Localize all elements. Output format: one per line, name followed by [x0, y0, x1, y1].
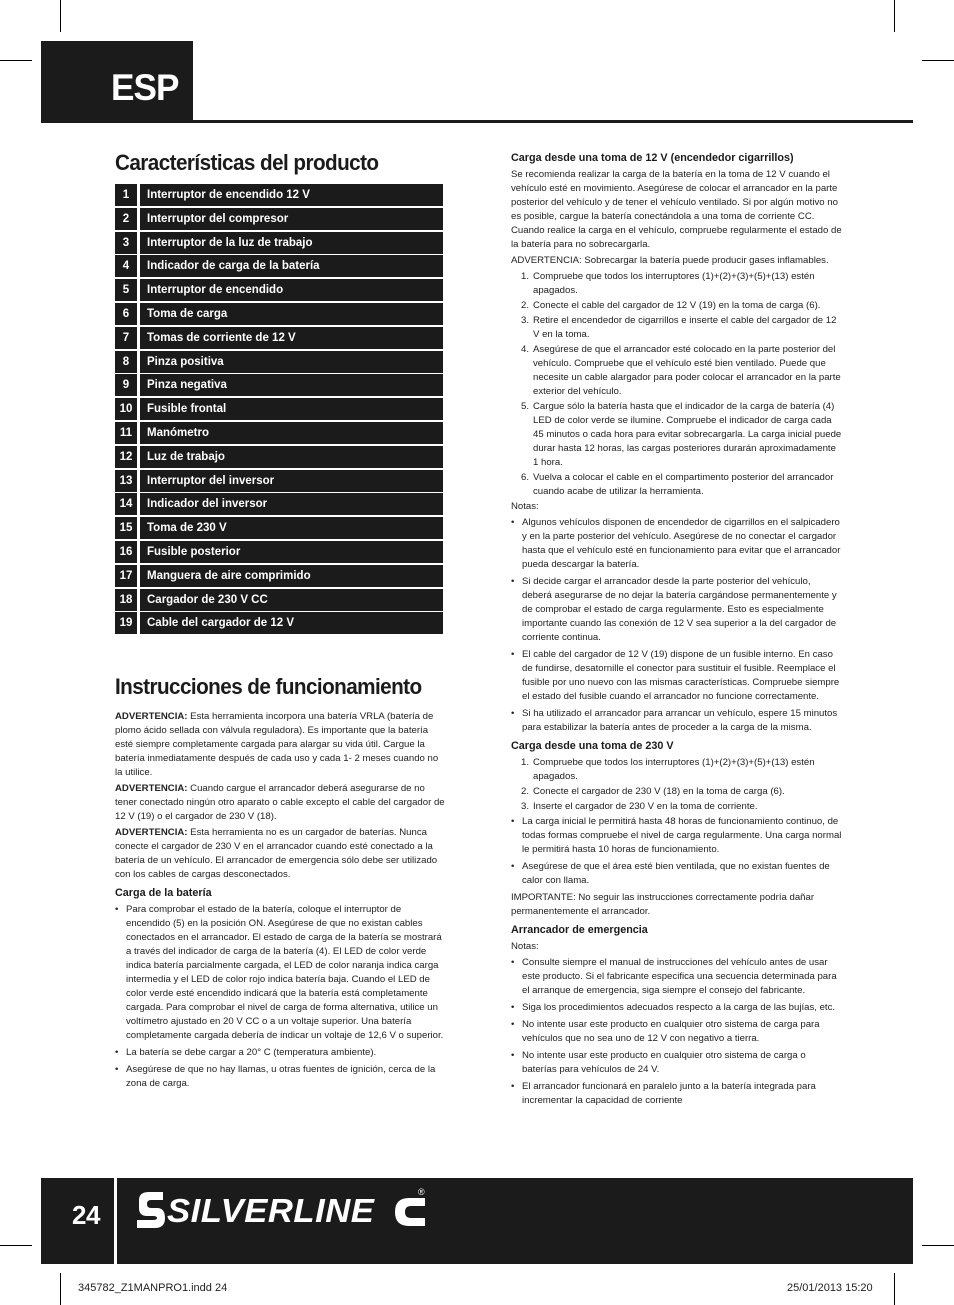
bullet-item: • El cable del cargador de 12 V (19) dispone de un fusible interno. En caso de fundirse, desatornille el conector para sustituir el fusible. Reemplace el fusible por uno nuevo con las mismas características. Compruebe siempre el estado del fusible cuando el arrancador no funcione correctamente. — [511, 648, 843, 704]
feature-row — [115, 493, 443, 515]
operation-title: Instrucciones de funcionamiento — [115, 674, 422, 700]
brand-wordmark: SILVERLINE — [167, 1192, 375, 1229]
feature-label: Luz de trabajo — [140, 446, 443, 468]
warning-label: ADVERTENCIA: — [115, 827, 188, 839]
car12-warning: ADVERTENCIA: Sobrecargar la batería puede producir gases inflamables. — [511, 255, 829, 266]
step-number: 3. — [521, 801, 530, 812]
feature-label: Toma de carga — [140, 303, 443, 325]
step-number: 1. — [521, 757, 530, 768]
feature-number: 7 — [115, 327, 137, 349]
c230-heading: Carga desde una toma de 230 V — [511, 740, 674, 752]
warning-paragraph — [115, 710, 445, 780]
step-item — [511, 471, 843, 499]
step-text: Cargue sólo la batería hasta que el indicador de la carga de batería (4) LED de color verde se ilumine. Compruebe el indicador de carga cada 45 minutos o cada hora para evitar sobrecargarla. La carga inicial puede durar hasta 12 horas, las cargas posteriores durarán aproximadamente 1 hora. — [533, 401, 842, 468]
step-number: 1. — [521, 271, 530, 282]
feature-label: Manómetro — [140, 422, 443, 444]
step-item — [511, 343, 843, 399]
language-code: ESP — [111, 67, 179, 108]
c230-bullets — [511, 815, 843, 888]
bullet-item: • Asegúrese de que no hay llamas, u otras fuentes de ignición, cerca de la zona de carga. — [115, 1063, 445, 1091]
step-text: Asegúrese de que el arrancador esté colocado en la parte posterior del vehículo. Compruebe que el vehículo esté bien ventilado. Puede que necesite un cable alargador para poder colocar el arrancador en la parte exterior del vehículo. — [533, 344, 841, 397]
step-item — [511, 314, 843, 342]
step-text: Conecte el cable del cargador de 12 V (19) en la toma de carga (6). — [533, 300, 821, 311]
footer-divider — [114, 1178, 117, 1264]
feature-number: 14 — [115, 493, 137, 515]
feature-label: Interruptor de encendido — [140, 279, 443, 301]
step-item — [511, 400, 843, 470]
step-text: Conecte el cargador de 230 V (18) en la toma de carga (6). — [533, 786, 785, 797]
feature-number: 5 — [115, 279, 137, 301]
header-rule — [193, 120, 913, 123]
step-number: 2. — [521, 786, 530, 797]
feature-row — [115, 184, 443, 206]
bullet-item: • Si decide cargar el arrancador desde la parte posterior del vehículo, deberá asegurarse de no dejar la batería cargándose permanentemente y de comprobar el estado de carga regularmente. Esto es especialmente importante cuando las conexión de 12 V sea superior a la del cargador de corriente continua. — [511, 575, 843, 645]
feature-label: Tomas de corriente de 12 V — [140, 327, 443, 349]
important-note: IMPORTANTE: No seguir las instrucciones correctamente podría dañar permanentemente el arrancador. — [511, 892, 815, 917]
step-text: Compruebe que todos los interruptores (1)+(2)+(3)+(5)+(13) estén apagados. — [533, 271, 815, 296]
step-text: Inserte el cargador de 230 V en la toma de corriente. — [533, 801, 758, 812]
step-item — [511, 299, 843, 313]
warning-label: ADVERTENCIA: — [115, 783, 188, 795]
feature-row — [115, 255, 443, 277]
feature-row — [115, 279, 443, 301]
step-number: 2. — [521, 300, 530, 311]
step-item — [511, 270, 843, 298]
feature-number: 2 — [115, 208, 137, 230]
feature-label: Cargador de 230 V CC — [140, 589, 443, 611]
feature-label: Manguera de aire comprimido — [140, 565, 443, 587]
charging-bullets — [115, 903, 445, 1091]
features-title: Características del producto — [115, 150, 379, 175]
brand-logo-c-icon — [395, 1198, 425, 1226]
bullet-item: • Para comprobar el estado de la batería, coloque el interruptor de encendido (5) en la posición ON. Asegúrese de que no existan cables conectados en el arrancador. El estado de carga de la batería se mostrará a través del indicador de carga de la batería (4). El LED de color verde indica batería parcialmente cargada, el LED de color naranja indica carga intermedia y el LED de color rojo indica batería baja. Cuando el LED de color verde esté encendido indicará que la batería está completamente cargada. Para comprobar el nivel de carga de forma alternativa, utilice un voltímetro ajustado en 20 V CC o a un voltaje superior. Una batería completamente cargada debería de indicar un voltaje de 12,6 V o superior. — [115, 903, 445, 1043]
warning-text: Esta herramienta no es un cargador de baterías. Nunca conecte el cargador de 230 V en el arrancador cuando esté conectado a la batería de un vehículo. El arrancador de emergencia sólo debe ser utilizado con los cables de cargas desconectados. — [115, 827, 438, 881]
file-slug: 345782_Z1MANPRO1.indd 24 — [78, 1282, 228, 1294]
jump-bullets — [511, 956, 843, 1108]
language-tab — [41, 41, 193, 123]
bullet-item: • Si ha utilizado el arrancador para arrancar un vehículo, espere 15 minutos para estabilizar la batería antes de proceder a la carga de la misma. — [511, 707, 843, 735]
bullet-item: • Siga los procedimientos adecuados respecto a la carga de las bujías, etc. — [511, 1001, 843, 1015]
feature-label: Interruptor de encendido 12 V — [140, 184, 443, 206]
warning-label: ADVERTENCIA: — [115, 711, 188, 723]
feature-row — [115, 327, 443, 349]
warnings-list — [115, 710, 445, 882]
feature-number: 17 — [115, 565, 137, 587]
step-item — [511, 800, 843, 814]
step-number: 6. — [521, 472, 530, 483]
step-item — [511, 756, 843, 784]
feature-row — [115, 351, 443, 373]
feature-number: 8 — [115, 351, 137, 373]
car12-notes — [511, 516, 843, 735]
feature-row — [115, 208, 443, 230]
step-number: 3. — [521, 315, 530, 326]
feature-number: 15 — [115, 517, 137, 539]
feature-label: Pinza positiva — [140, 351, 443, 373]
date-slug: 25/01/2013 15:20 — [787, 1282, 873, 1294]
bullet-item: • No intente usar este producto en cualquier otro sistema de carga para vehículos que no sea uno de 12 V con negativo a tierra. — [511, 1018, 843, 1046]
feature-row — [115, 612, 443, 634]
feature-row — [115, 422, 443, 444]
step-text: Vuelva a colocar el cable en el compartimento posterior del arrancador cuando acabe de utilizar la herramienta. — [533, 472, 834, 497]
feature-number: 1 — [115, 184, 137, 206]
feature-row — [115, 470, 443, 492]
brand-logo-hook-icon — [137, 1192, 165, 1228]
c230-steps — [511, 756, 843, 814]
step-number: 5. — [521, 401, 530, 412]
feature-number: 9 — [115, 374, 137, 396]
feature-label: Cable del cargador de 12 V — [140, 612, 443, 634]
feature-row — [115, 517, 443, 539]
crop-mark — [60, 0, 61, 32]
step-number: 4. — [521, 344, 530, 355]
feature-row — [115, 398, 443, 420]
bullet-item: • La carga inicial le permitirá hasta 48 horas de funcionamiento continuo, de todas formas compruebe el nivel de carga regularmente. Una carga normal le permitirá hasta 10 horas de funcionamiento. — [511, 815, 843, 857]
feature-row — [115, 446, 443, 468]
car12-steps — [511, 270, 843, 499]
registered-mark: ® — [418, 1187, 425, 1197]
feature-label: Indicador de carga de la batería — [140, 255, 443, 277]
feature-number: 13 — [115, 470, 137, 492]
feature-label: Fusible frontal — [140, 398, 443, 420]
bullet-item: • Consulte siempre el manual de instrucciones del vehículo antes de usar este producto. Si el fabricante especifica una secuencia determinada para el arranque de emergencia, siga siempre el consejo del fabricante. — [511, 956, 843, 998]
warning-text: Cuando cargue el arrancador deberá asegurarse de no tener conectado ningún otro aparato o cable excepto el cable del cargador de 12 V (19) o el cargador de 230 V (18). — [115, 783, 445, 823]
feature-number: 6 — [115, 303, 137, 325]
jump-heading: Arrancador de emergencia — [511, 924, 648, 936]
crop-mark — [0, 1245, 32, 1246]
crop-mark — [894, 0, 895, 32]
crop-mark — [922, 1245, 954, 1246]
operation-body — [115, 710, 445, 1091]
features-table — [115, 184, 443, 634]
feature-row — [115, 589, 443, 611]
feature-row — [115, 565, 443, 587]
feature-label: Interruptor de la luz de trabajo — [140, 232, 443, 254]
right-column — [511, 151, 843, 1111]
crop-mark — [894, 1273, 895, 1305]
crop-mark — [60, 1273, 61, 1305]
feature-row — [115, 303, 443, 325]
bullet-item: • No intente usar este producto en cualquier otro sistema de carga o baterías para vehículos de 24 V. — [511, 1049, 843, 1077]
bullet-item: • Asegúrese de que el área esté bien ventilada, que no existan fuentes de calor con llama. — [511, 860, 843, 888]
car12-notes-label: Notas: — [511, 501, 539, 512]
charging-heading: Carga de la batería — [115, 887, 212, 900]
warning-paragraph — [115, 782, 445, 824]
feature-number: 19 — [115, 612, 137, 634]
left-column — [115, 150, 445, 1094]
feature-number: 3 — [115, 232, 137, 254]
feature-row — [115, 232, 443, 254]
warning-text: Esta herramienta incorpora una batería VRLA (batería de plomo ácido sellada con válvula reguladora). Es importante que la batería esté siempre completamente cargada para alargar su vida útil. Cargue la batería inmediatamente después de cada uso y cada 1- 2 meses cuando no la utilice. — [115, 711, 439, 779]
feature-number: 12 — [115, 446, 137, 468]
feature-number: 4 — [115, 255, 137, 277]
feature-label: Indicador del inversor — [140, 493, 443, 515]
bullet-item: • El arrancador funcionará en paralelo junto a la batería integrada para incrementar la capacidad de corriente — [511, 1080, 843, 1108]
feature-row — [115, 374, 443, 396]
feature-number: 10 — [115, 398, 137, 420]
car12-heading: Carga desde una toma de 12 V (encendedor cigarrillos) — [511, 152, 794, 164]
jump-notes-label: Notas: — [511, 941, 539, 952]
feature-number: 16 — [115, 541, 137, 563]
feature-row — [115, 541, 443, 563]
bullet-item: • La batería se debe cargar a 20° C (temperatura ambiente). — [115, 1046, 445, 1060]
bullet-item: • Algunos vehículos disponen de encendedor de cigarrillos en el salpicadero y en la parte posterior del vehículo. Asegúrese de no conectar el cargador hasta que el vehículo esté en funcionamiento para evitar que el arrancador pueda descargar la batería. — [511, 516, 843, 572]
car12-intro: Se recomienda realizar la carga de la batería en la toma de 12 V cuando el vehículo esté en movimiento. Asegúrese de colocar el arrancador en la parte posterior del vehículo y de tener el vehículo ventilado. Si por algún motivo no es posible, cargue la batería conectándola a una toma de corriente CC. Cuando realice la carga en el vehículo, compruebe regularmente el estado de la batería para no sobrecargarla. — [511, 169, 842, 250]
feature-number: 18 — [115, 589, 137, 611]
step-item — [511, 785, 843, 799]
crop-mark — [922, 60, 954, 61]
feature-label: Interruptor del inversor — [140, 470, 443, 492]
step-text: Retire el encendedor de cigarrillos e inserte el cable del cargador de 12 V en la toma. — [533, 315, 837, 340]
step-text: Compruebe que todos los interruptores (1)+(2)+(3)+(5)+(13) estén apagados. — [533, 757, 815, 782]
feature-label: Interruptor del compresor — [140, 208, 443, 230]
feature-label: Fusible posterior — [140, 541, 443, 563]
feature-label: Toma de 230 V — [140, 517, 443, 539]
feature-number: 11 — [115, 422, 137, 444]
feature-label: Pinza negativa — [140, 374, 443, 396]
page-number: 24 — [72, 1200, 100, 1230]
warning-paragraph — [115, 826, 445, 882]
crop-mark — [0, 60, 32, 61]
